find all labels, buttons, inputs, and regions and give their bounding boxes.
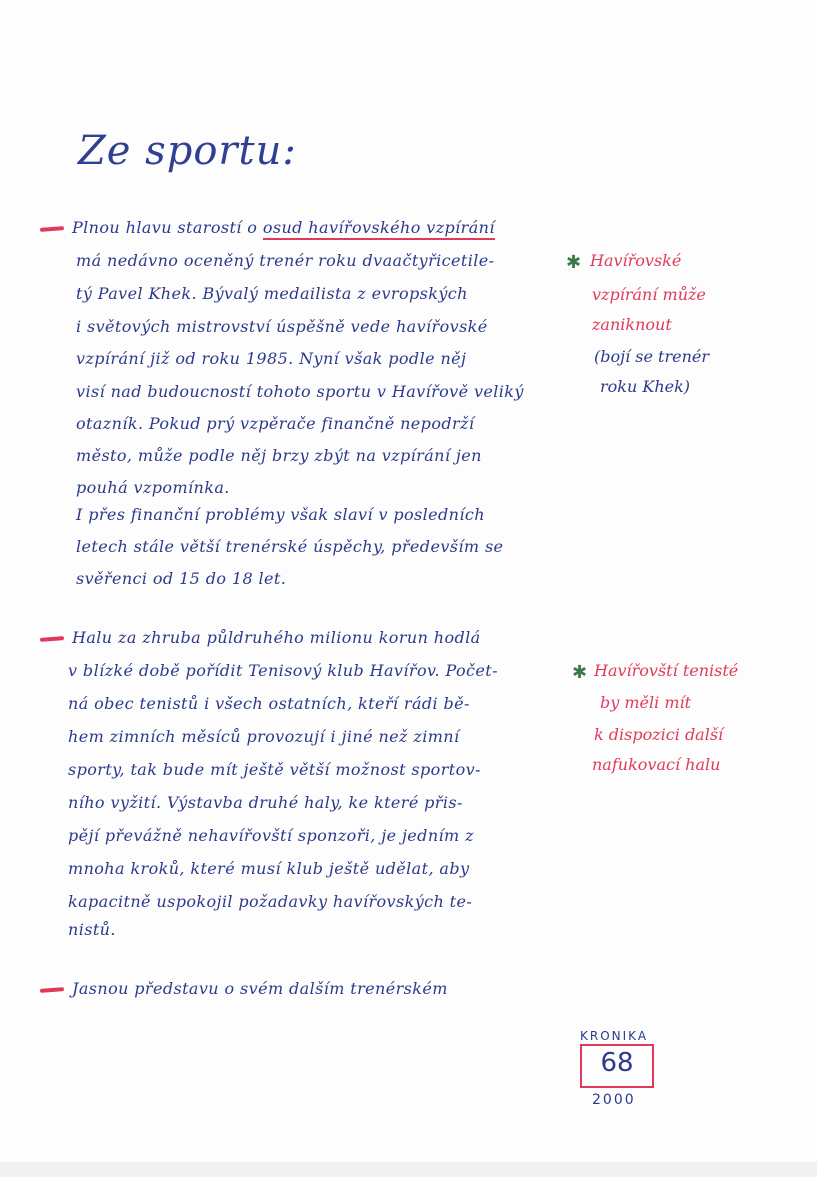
- article-1-line-9: pouhá vzpomínka.: [76, 478, 230, 497]
- article-2-line-8: mnoha kroků, které musí klub ještě udělat, aby: [68, 859, 470, 878]
- article-2-line-6: ního vyžití. Výstavba druhé haly, ke které přis-: [68, 793, 463, 812]
- article-2-margin-note-2: by měli mít: [600, 693, 692, 712]
- article-2-line-2: v blízké době pořídit Tenisový klub Havířov. Počet-: [68, 661, 498, 680]
- footer-chronicle-label: KRONIKA: [580, 1029, 649, 1043]
- page-title: Ze sportu:: [78, 128, 297, 174]
- article-1-line-11: letech stále větší trenérské úspěchy, především se: [76, 537, 504, 556]
- article-1-line-7: otazník. Pokud prý vzpěrače finančně nepodrží: [76, 414, 475, 433]
- article-1-line-8: město, může podle něj brzy zbýt na vzpírání jen: [76, 446, 482, 465]
- article-1-line-4: i světových mistrovství úspěšně vede havířovské: [76, 317, 488, 336]
- article-1-margin-note-2: vzpírání může: [592, 285, 706, 304]
- article-2-line-1: Halu za zhruba půldruhého milionu korun hodlá: [72, 628, 481, 647]
- article-2-margin-note-3: k dispozici další: [594, 725, 724, 744]
- article-2-margin-note-1: Havířovští tenisté: [594, 661, 739, 680]
- article-1-margin-asterisk-icon: ✱: [566, 252, 582, 273]
- article-1-underlined-phrase: osud havířovského vzpírání: [263, 218, 495, 240]
- footer-year: 2000: [592, 1092, 636, 1108]
- article-1-line-12: svěřenci od 15 do 18 let.: [76, 569, 287, 588]
- article-1-margin-note-4: (bojí se trenér: [594, 347, 710, 366]
- article-2-line-7: pějí převážně nehavířovští sponzoři, je jedním z: [68, 826, 474, 845]
- article-2-line-5: sporty, tak bude mít ještě větší možnost sportov-: [68, 760, 481, 779]
- page-number-box: [580, 1044, 654, 1088]
- article-1-bullet: [40, 226, 64, 232]
- article-2-line-9: kapacitně uspokojil požadavky havířovských te-: [68, 892, 473, 911]
- article-1-margin-note-5: roku Khek): [600, 377, 691, 396]
- article-1-margin-note-3: zaniknout: [592, 315, 672, 334]
- page-number: 68: [600, 1048, 634, 1078]
- scan-bottom-edge: [0, 1162, 817, 1177]
- article-2-line-3: ná obec tenistů i všech ostatních, kteří rádi bě-: [68, 694, 470, 713]
- article-1-line-1-text: Plnou hlavu starostí o: [72, 218, 263, 237]
- article-1-line-5: vzpírání již od roku 1985. Nyní však podle něj: [76, 349, 467, 368]
- article-3-bullet: [40, 987, 64, 993]
- article-2-bullet: [40, 636, 64, 642]
- article-3-line-1: Jasnou představu o svém dalším trenérském: [72, 979, 448, 998]
- article-1-line-2: má nedávno oceněný trenér roku dvaačtyřicetile-: [76, 251, 495, 270]
- article-1-line-10: I přes finanční problémy však slaví v posledních: [76, 505, 485, 524]
- article-2-margin-asterisk-icon: ✱: [572, 662, 588, 683]
- article-2-line-4: hem zimních měsíců provozují i jiné než zimní: [68, 727, 460, 746]
- article-1-margin-note-1: Havířovské: [590, 251, 682, 270]
- article-2-margin-note-4: nafukovací halu: [592, 755, 721, 774]
- article-1-line-6: visí nad budoucností tohoto sportu v Havířově veliký: [76, 382, 524, 401]
- article-1-line-3: tý Pavel Khek. Bývalý medailista z evropských: [76, 284, 468, 303]
- article-1-line-1: [72, 218, 495, 238]
- article-2-line-10: nistů.: [68, 920, 116, 939]
